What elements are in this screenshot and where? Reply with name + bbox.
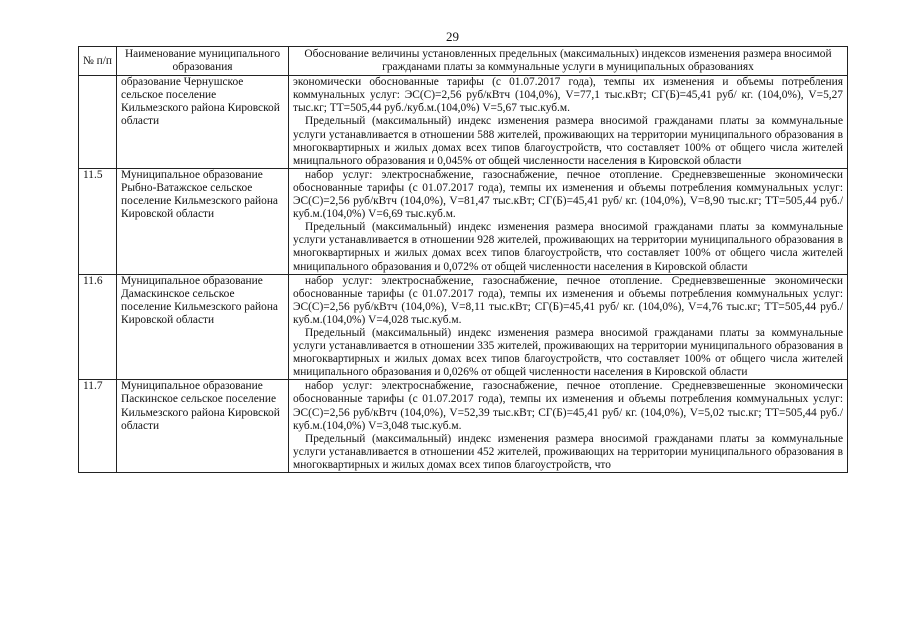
tariff-paragraph: набор услуг: электроснабжение, газоснабжение, печное отопление. Средневзвешенные экономически обоснованные тарифы (с 01.07.2017 года), темпы их изменения и объемы потребления коммунальных услуг: ЭС(С)=2,56 руб/кВтч (104,0%), V=8,11 тыс.кВт; СГ(Б)=45,41 руб/ кг. (104,0%), V=4,76 тыс.кг; ТТ=505,44 руб./куб.м.(104,0%) V=4,028 тыс.куб.м. — [293, 274, 843, 326]
table-header-row — [79, 47, 848, 76]
header-justification: Обоснование величины установленных предельных (максимальных) индексов изменения размера вносимой гражданами платы за коммунальные услуги в муниципальных образованиях — [289, 47, 848, 76]
justification-text — [289, 168, 848, 274]
tariff-index-table — [78, 46, 848, 473]
table-row — [79, 380, 848, 473]
row-number: 11.5 — [79, 168, 117, 274]
tariff-paragraph: набор услуг: электроснабжение, газоснабжение, печное отопление. Средневзвешенные экономически обоснованные тарифы (с 01.07.2017 года), темпы их изменения и объемы потребления коммунальных услуг: ЭС(С)=2,56 руб/кВтч (104,0%), V=52,39 тыс.кВт; СГ(Б)=45,41 руб/ кг. (104,0%), V=5,02 тыс.кг; ТТ=505,44 руб./куб.м.(104,0%) V=3,048 тыс.куб.м. — [293, 380, 843, 432]
tariff-paragraph: экономически обоснованные тарифы (с 01.07.2017 года), темпы их изменения и объемы потребления коммунальных услуг: ЭС(С)=2,56 руб/кВтч (104,0%), V=77,1 тыс.кВт; СГ(Б)=45,41 руб/ кг. (104,0%), V=5,27 тыс.кг; ТТ=505,44 руб./куб.м.(104,0%) V=5,67 тыс.куб.м. — [293, 76, 843, 115]
municipality-name: Муниципальное образование Рыбно-Ватажское сельское поселение Кильмезского района Кировской области — [117, 168, 289, 274]
justification-text — [289, 76, 848, 169]
page-number: 29 — [446, 29, 459, 44]
table-row — [79, 274, 848, 380]
index-paragraph: Предельный (максимальный) индекс изменения размера вносимой гражданами платы за коммунальные услуги устанавливается в отношении 928 жителей, проживающих на территории муниципального образования в многоквартирных и жилых домах всех типов благоустройств, что составляет 100% от общего числа жителей мниципального образования и 0,072% от общей численности населения в Кировской области — [293, 221, 843, 273]
index-paragraph: Предельный (максимальный) индекс изменения размера вносимой гражданами платы за коммунальные услуги устанавливается в отношении 335 жителей, проживающих на территории муниципального образования в многоквартирных и жилых домах всех типов благоустройств, что составляет 100% от общего числа жителей мниципального образования и 0,026% от общей численности населения в Кировской области — [293, 326, 843, 379]
justification-text — [289, 380, 848, 473]
row-number — [79, 76, 117, 169]
table-row — [79, 76, 848, 169]
justification-text — [289, 274, 848, 380]
row-number: 11.7 — [79, 380, 117, 473]
municipality-name: Муниципальное образование Дамаскинское сельское поселение Кильмезского района Кировской области — [117, 274, 289, 380]
index-paragraph: Предельный (максимальный) индекс изменения размера вносимой гражданами платы за коммунальные услуги устанавливается в отношении 588 жителей, проживающих на территории муниципального образования в многоквартирных и жилых домах всех типов благоустройств, что составляет 100% от общего числа жителей мницпального образования и 0,045% от общей численности населения в Кировской области — [293, 115, 843, 167]
row-number: 11.6 — [79, 274, 117, 380]
municipality-name: Муниципальное образование Паскинское сельское поселение Кильмезского района Кировской области — [117, 380, 289, 473]
tariff-paragraph: набор услуг: электроснабжение, газоснабжение, печное отопление. Средневзвешенные экономически обоснованные тарифы (с 01.07.2017 года), темпы их изменения и объемы потребления коммунальных услуг: ЭС(С)=2,56 руб/кВтч (104,0%), V=81,47 тыс.кВт; СГ(Б)=45,41 руб/ кг. (104,0%), V=8,90 тыс.кг; ТТ=505,44 руб./куб.м.(104,0%) V=6,69 тыс.куб.м. — [293, 168, 843, 221]
table-row — [79, 168, 848, 274]
municipality-name: образование Чернушское сельское поселение Кильмезского района Кировской области — [117, 76, 289, 169]
header-number: № п/п — [79, 47, 117, 76]
header-municipality-name: Наименование муниципального образования — [117, 47, 289, 76]
index-paragraph: Предельный (максимальный) индекс изменения размера вносимой гражданами платы за коммунальные услуги устанавливается в отношении 452 жителей, проживающих на территории муниципального образования в многоквартирных и жилых домах всех типов благоустройств, что — [293, 432, 843, 471]
